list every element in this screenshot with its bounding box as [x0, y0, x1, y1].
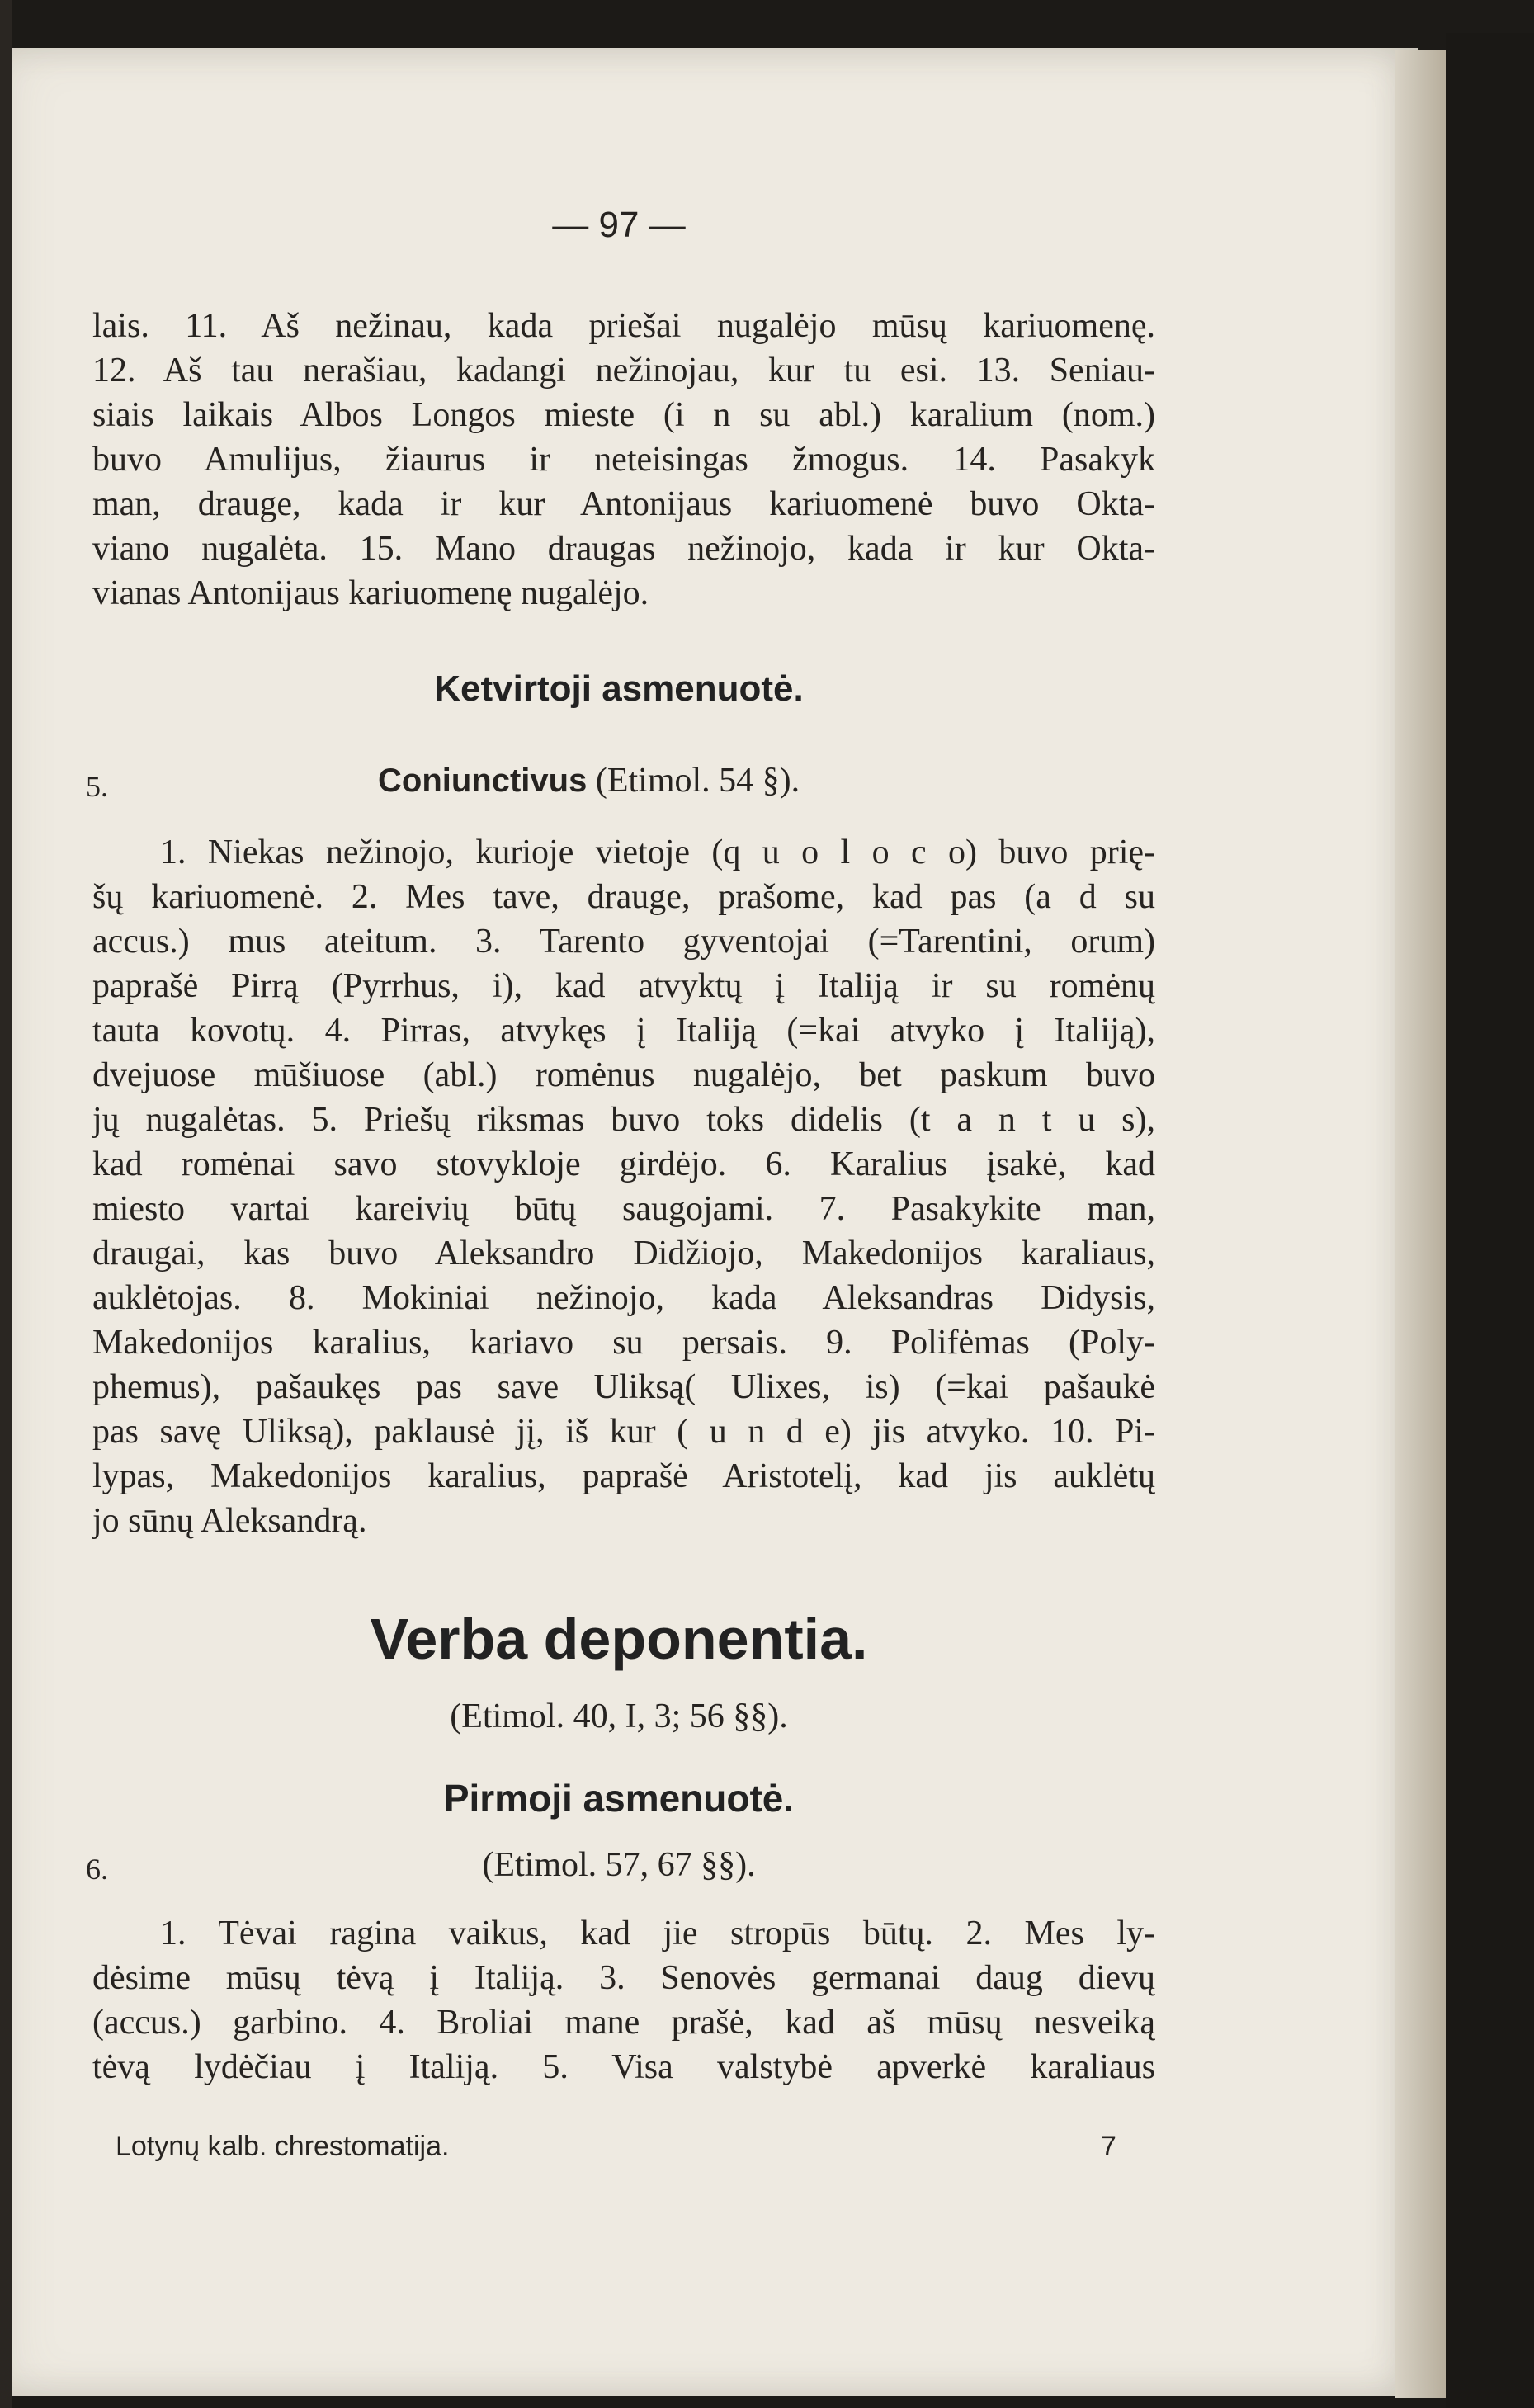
text-line: phemus), pašaukęs pas save Uliksą( Ulixes, is) (=kai pašaukė	[92, 1368, 1155, 1406]
text-line: šų kariuomenė. 2. Mes tave, drauge, prašome, kad pas (a d su	[92, 878, 1155, 916]
text-line: 1. Tėvai ragina vaikus, kad jie stropūs būtų. 2. Mes ly-	[160, 1915, 1155, 1952]
scan-right-edge	[1446, 33, 1534, 2408]
text-line: paprašė Pirrą (Pyrrhus, i), kad atvyktų į Italiją ir su romėnų	[92, 967, 1155, 1005]
heading-verba-deponentia: Verba deponentia.	[370, 1607, 868, 1671]
text-line: (accus.) garbino. 4. Broliai mane prašė, kad aš mūsų nesveiką	[92, 2004, 1155, 2042]
text-line: jų nugalėtas. 5. Priešų riksmas buvo toks didelis (t a n t u s),	[92, 1101, 1155, 1139]
section-5-title-ref: (Etimol. 54 §).	[595, 762, 800, 800]
text-line: kad romėnai savo stovykloje girdėjo. 6. Karalius įsakė, kad	[92, 1145, 1155, 1183]
text-line: lais. 11. Aš nežinau, kada priešai nugalėjo mūsų kariuomenę.	[92, 307, 1155, 345]
text-line: lypas, Makedonijos karalius, paprašė Aristotelį, kad jis auklėtų	[92, 1457, 1155, 1495]
heading-ketvirtoji-asmenuote: Ketvirtoji asmenuotė.	[434, 668, 804, 709]
text-line: viano nugalėta. 15. Mano draugas nežinojo, kada ir kur Okta-	[92, 530, 1155, 568]
text-line: auklėtojas. 8. Mokiniai nežinojo, kada Aleksandras Didysis,	[92, 1279, 1155, 1317]
text-line: tauta kovotų. 4. Pirras, atvykęs į Italiją (=kai atvyko į Italiją),	[92, 1012, 1155, 1050]
page-number-header: — 97 —	[552, 205, 686, 245]
footer-sheet-number: 7	[1101, 2131, 1116, 2162]
text-line: buvo Amulijus, žiaurus ir neteisingas žmogus. 14. Pasakyk	[92, 441, 1155, 479]
text-line: accus.) mus ateitum. 3. Tarento gyventojai (=Tarentini, orum)	[92, 923, 1155, 961]
section-6-reference: (Etimol. 57, 67 §§).	[482, 1846, 756, 1884]
text-line: dvejuose mūšiuose (abl.) romėnus nugalėjo, bet paskum buvo	[92, 1056, 1155, 1094]
paragraph-exercises-continued	[92, 304, 1155, 616]
text-line: siais laikais Albos Longos mieste (i n su abl.) karalium (nom.)	[92, 396, 1155, 434]
page-gutter	[1395, 50, 1446, 2398]
section-5-title-bold: Coniunctivus	[378, 763, 588, 799]
section-number-6: 6.	[86, 1853, 108, 1886]
paragraph-section-6	[92, 1911, 1155, 2089]
text-line: miesto vartai kareivių būtų saugojami. 7. Pasakykite man,	[92, 1190, 1155, 1228]
text-line: Makedonijos karalius, kariavo su persais. 9. Polifėmas (Poly-	[92, 1324, 1155, 1362]
paragraph-section-5	[92, 830, 1155, 1543]
verba-reference: (Etimol. 40, I, 3; 56 §§).	[450, 1697, 788, 1735]
text-line: 1. Niekas nežinojo, kurioje vietoje (q u o l o c o) buvo prię-	[160, 833, 1155, 871]
text-line: tėvą lydėčiau į Italiją. 5. Visa valstybė apverkė karaliaus	[92, 2048, 1155, 2086]
text-line: man, drauge, kada ir kur Antonijaus kariuomenė buvo Okta-	[92, 485, 1155, 523]
text-line: jo sūnų Aleksandrą.	[92, 1502, 367, 1540]
text-line: vianas Antonijaus kariuomenę nugalėjo.	[92, 574, 649, 612]
text-line: dėsime mūsų tėvą į Italiją. 3. Senovės germanai daug dievų	[92, 1959, 1155, 1997]
text-line: 12. Aš tau nerašiau, kadangi nežinojau, kur tu esi. 13. Seniau-	[92, 352, 1155, 390]
text-line: pas savę Uliksą), paklausė jį, iš kur ( u n d e) jis atvyko. 10. Pi-	[92, 1413, 1155, 1451]
heading-pirmoji-asmenuote: Pirmoji asmenuotė.	[443, 1777, 795, 1820]
section-number-5: 5.	[86, 770, 108, 803]
footer-signature-title: Lotynų kalb. chrestomatija.	[116, 2131, 450, 2162]
scan-left-edge	[0, 0, 12, 2408]
section-5-title	[378, 761, 800, 800]
text-line: draugai, kas buvo Aleksandro Didžiojo, Makedonijos karaliaus,	[92, 1235, 1155, 1272]
